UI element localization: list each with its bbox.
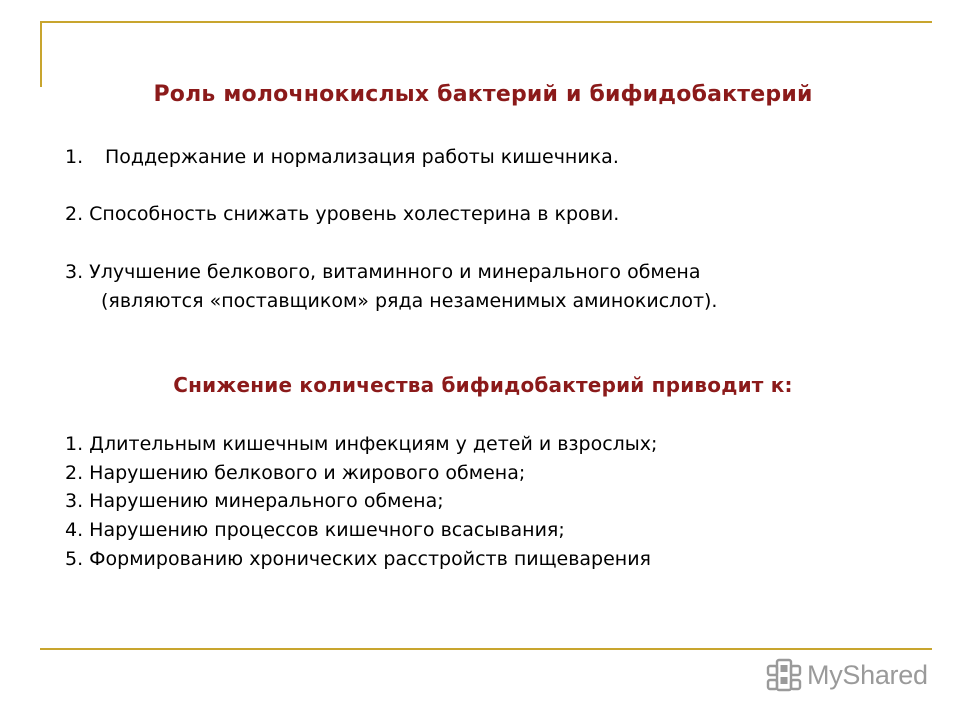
slide-title: Роль молочнокислых бактерий и бифидобактерий bbox=[153, 82, 813, 107]
top-rule bbox=[40, 21, 932, 23]
role-item-1 bbox=[65, 145, 619, 169]
left-rule bbox=[40, 21, 42, 87]
consequence-item-3: 3. Нарушению минерального обмена; bbox=[65, 490, 444, 512]
section-subtitle: Снижение количества бифидобактерий приводит к: bbox=[173, 373, 793, 397]
myshared-watermark bbox=[766, 655, 931, 695]
consequence-item-4: 4. Нарушению процессов кишечного всасывания; bbox=[65, 519, 565, 541]
role-item-3: 3. Улучшение белкового, витаминного и минерального обмена bbox=[65, 261, 701, 283]
role-item-2: 2. Способность снижать уровень холестерина в крови. bbox=[65, 203, 620, 225]
role-item-1-number: 1. bbox=[65, 146, 84, 168]
myshared-logo-text: MyShared bbox=[807, 659, 928, 690]
role-item-3-continuation: (являются «поставщиком» ряда незаменимых аминокислот). bbox=[101, 290, 718, 312]
bottom-rule bbox=[40, 648, 932, 650]
myshared-logo-icon bbox=[766, 657, 802, 693]
consequence-item-1: 1. Длительным кишечным инфекциям у детей и взрослых; bbox=[65, 433, 658, 455]
consequence-item-5: 5. Формированию хронических расстройств пищеварения bbox=[65, 548, 651, 570]
consequence-item-2: 2. Нарушению белкового и жирового обмена; bbox=[65, 462, 526, 484]
role-item-1-text: Поддержание и нормализация работы кишечника. bbox=[105, 146, 619, 168]
